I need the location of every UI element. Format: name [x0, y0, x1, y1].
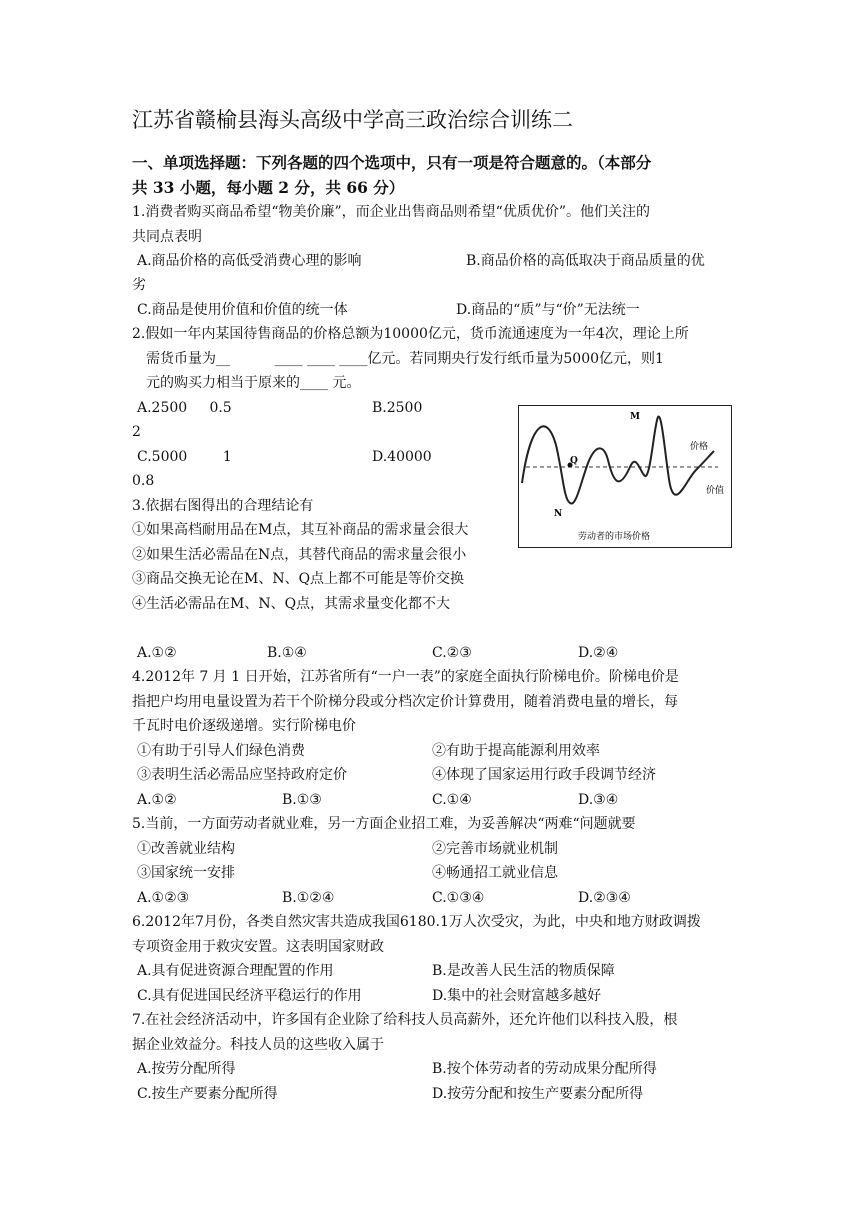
q3-option-b: B.①④	[267, 645, 307, 661]
q1-stem-line1: 1.消费者购买商品希望“物美价廉”，而企业出售商品则希望“优质优价”。他们关注的	[132, 204, 650, 220]
section-heading-line1: 一、单项选择题：下列各题的四个选项中，只有一项是符合题意的。（本部分	[132, 153, 652, 172]
q1-option-b-cont: 劣	[132, 277, 146, 293]
q6-stem-line1: 6.2012年7月份，各类自然灾害共造成我国6180.1万人次受灾，为此，中央和地方财政调拨	[132, 914, 701, 930]
q2-option-d: D.40000	[372, 449, 432, 465]
q6-stem-line2: 专项资金用于救灾安置。这表明国家财政	[132, 939, 384, 955]
q3-option-c: C.②③	[432, 645, 472, 661]
q6-option-c: C.具有促进国民经济平稳运行的作用	[137, 988, 362, 1004]
q2-stem-line3: 元的购买力相当于原来的____ 元。	[146, 375, 361, 391]
label-price: 价格	[690, 442, 709, 452]
q7-stem-line1: 7.在社会经济活动中，许多国有企业除了给科技人员高薪外，还允许他们以科技入股，根	[132, 1012, 678, 1028]
q4-option-d: D.③④	[578, 792, 619, 808]
q1-option-d: D.商品的“质”与“价”无法统一	[456, 302, 640, 318]
q3-statement-1: ①如果高档耐用品在M点，其互补商品的需求量会很大	[132, 522, 469, 538]
q3-statement-4: ④生活必需品在M、N、Q点，其需求量变化都不大	[132, 596, 451, 612]
q1-option-b: B.商品价格的高低取决于商品质量的优	[466, 253, 705, 269]
q3-stem: 3.依据右图得出的合理结论有	[132, 498, 314, 514]
doc-title: 江苏省赣榆县海头高级中学高三政治综合训练二	[132, 108, 573, 132]
q5-statement-2: ②完善市场就业机制	[432, 841, 558, 857]
q2-option-d-cont: 0.8	[132, 473, 155, 489]
q5-stem: 5.当前，一方面劳动者就业难，另一方面企业招工难，为妥善解决“两难“问题就要	[132, 816, 636, 832]
q4-statement-2: ②有助于提高能源利用效率	[432, 743, 600, 759]
q2-option-b-cont: 2	[132, 424, 141, 440]
q2-stem-line2: 需货币量为__ ____ ____ ____亿元。若同期央行发行纸币量为5000亿元，则1	[146, 351, 664, 367]
q5-statement-3: ③国家统一安排	[137, 865, 235, 881]
q6-option-a: A.具有促进资源合理配置的作用	[137, 963, 334, 979]
q1-option-a: A.商品价格的高低受消费心理的影响	[137, 253, 362, 269]
q4-option-b: B.①③	[282, 792, 322, 808]
q2-stem-line1: 2.假如一年内某国待售商品的价格总额为10000亿元，货币流通速度为一年4次，理论上所	[132, 326, 689, 342]
q4-option-c: C.①④	[432, 792, 472, 808]
q7-option-b: B.按个体劳动者的劳动成果分配所得	[432, 1061, 657, 1077]
label-q: Q	[570, 456, 578, 466]
q5-statement-4: ④畅通招工就业信息	[432, 865, 558, 881]
q7-option-a: A.按劳分配所得	[137, 1061, 236, 1077]
q3-statement-2: ②如果生活必需品在N点，其替代商品的需求量会很小	[132, 547, 467, 563]
q4-stem-line3: 千瓦时电价逐级递增。实行阶梯电价	[132, 718, 356, 734]
section-heading-line2: 共 33 小题，每小题 2 分，共 66 分）	[132, 178, 405, 197]
q4-option-a: A.①②	[137, 792, 177, 808]
q2-option-b: B.2500	[372, 400, 423, 416]
label-n: N	[554, 509, 563, 519]
q7-stem-line2: 据企业效益分。科技人员的这些收入属于	[132, 1037, 384, 1053]
label-m: M	[630, 412, 640, 422]
price-value-figure	[518, 405, 732, 548]
q1-stem-line2: 共同点表明	[132, 229, 202, 245]
label-value: 价值	[706, 486, 725, 496]
q2-option-a: A.2500 0.5	[137, 400, 232, 416]
q4-statement-4: ④体现了国家运用行政手段调节经济	[432, 767, 656, 783]
q1-option-c: C.商品是使用价值和价值的统一体	[137, 302, 348, 318]
q4-statement-3: ③表明生活必需品应坚持政府定价	[137, 767, 347, 783]
q3-statement-3: ③商品交换无论在M、N、Q点上都不可能是等价交换	[132, 571, 465, 587]
q7-option-c: C.按生产要素分配所得	[137, 1086, 278, 1102]
q7-option-d: D.按劳分配和按生产要素分配所得	[432, 1086, 644, 1102]
figure-caption: 劳动者的市场价格	[578, 532, 651, 542]
q3-option-d: D.②④	[578, 645, 619, 661]
q5-option-c: C.①③④	[432, 890, 485, 906]
q3-option-a: A.①②	[137, 645, 177, 661]
q5-option-b: B.①②④	[282, 890, 335, 906]
q5-statement-1: ①改善就业结构	[137, 841, 235, 857]
q5-option-d: D.②③④	[578, 890, 631, 906]
q6-option-d: D.集中的社会财富越多越好	[432, 988, 602, 1004]
q4-stem-line1: 4.2012年 7 月 1 日开始，江苏省所有“一户一表”的家庭全面执行阶梯电价。阶梯电价是	[132, 669, 679, 685]
q6-option-b: B.是改善人民生活的物质保障	[432, 963, 615, 979]
q2-option-c: C.5000 1	[137, 449, 232, 465]
q5-option-a: A.①②③	[137, 890, 190, 906]
q4-statement-1: ①有助于引导人们绿色消费	[137, 743, 305, 759]
q4-stem-line2: 指把户均用电量设置为若干个阶梯分段或分档次定价计算费用，随着消费电量的增长，每	[132, 694, 678, 710]
